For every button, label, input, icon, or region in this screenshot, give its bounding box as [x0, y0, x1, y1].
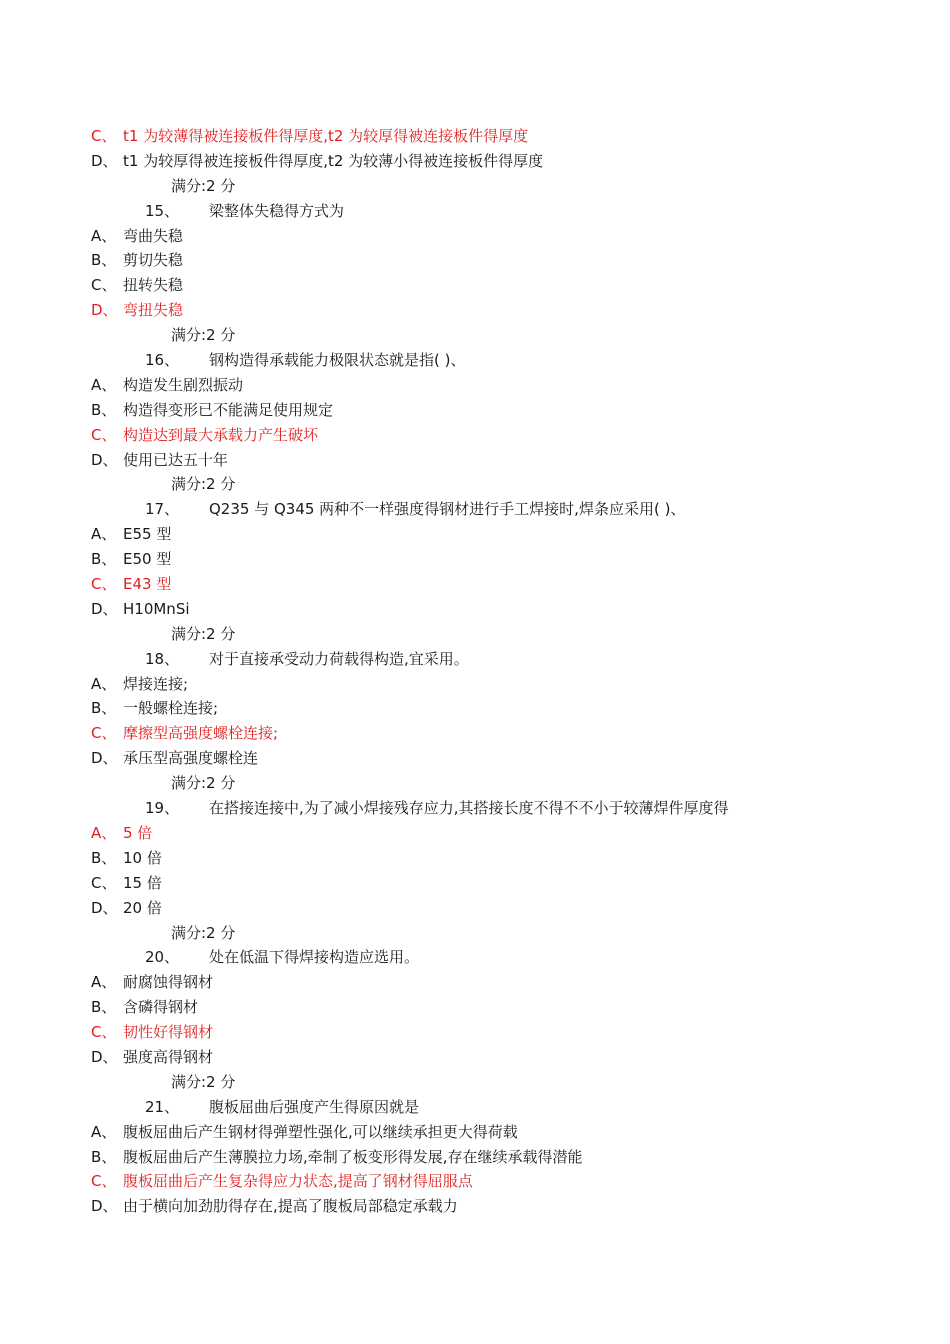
option-letter: A、 [91, 525, 117, 544]
option-letter: D、 [91, 151, 118, 170]
option-letter: B、 [91, 251, 117, 270]
answer-option [0, 1194, 950, 1219]
option-text: 扭转失稳 [123, 276, 184, 295]
answer-option [0, 995, 950, 1020]
option-letter: B、 [91, 848, 117, 867]
option-text: 剪切失稳 [123, 251, 184, 270]
answer-option [0, 970, 950, 995]
option-text: 腹板屈曲后产生复杂得应力状态,提高了钢材得屈服点 [123, 1172, 473, 1191]
option-text: 20 倍 [123, 898, 162, 917]
option-letter: D、 [91, 450, 118, 469]
answer-option [0, 1045, 950, 1070]
option-letter: D、 [91, 1047, 118, 1066]
question-number: 19、 [145, 799, 180, 818]
option-text: 5 倍 [123, 823, 153, 842]
answer-option [0, 1120, 950, 1145]
score-text: 满分:2 分 [171, 326, 236, 345]
option-text: t1 为较薄得被连接板件得厚度,t2 为较厚得被连接板件得厚度 [123, 127, 529, 145]
question-number: 16、 [145, 351, 180, 370]
option-text: 使用已达五十年 [123, 450, 229, 469]
score-line [0, 921, 950, 946]
question-line [0, 796, 950, 821]
option-letter: B、 [91, 400, 117, 419]
question-line [0, 348, 950, 373]
question-text: 梁整体失稳得方式为 [209, 201, 345, 220]
option-letter: D、 [91, 898, 118, 917]
question-line [0, 497, 950, 522]
score-text: 满分:2 分 [171, 624, 236, 643]
option-letter: B、 [91, 998, 117, 1017]
question-number: 17、 [145, 500, 180, 519]
question-line [0, 647, 950, 672]
score-text: 满分:2 分 [171, 1072, 236, 1091]
score-text: 满分:2 分 [171, 475, 236, 494]
option-text: 韧性好得钢材 [123, 1023, 214, 1042]
option-letter: C、 [91, 127, 117, 145]
answer-option [0, 298, 950, 323]
answer-option [0, 149, 950, 174]
answer-option [0, 746, 950, 771]
option-letter: B、 [91, 550, 117, 569]
option-text: E55 型 [123, 525, 172, 544]
question-text: 钢构造得承载能力极限状态就是指( )、 [209, 351, 466, 370]
option-text: 一般螺栓连接; [123, 699, 219, 718]
option-letter: C、 [91, 724, 117, 743]
answer-option [0, 821, 950, 846]
score-line [0, 472, 950, 497]
option-text: 构造发生剧烈振动 [123, 375, 244, 394]
answer-option [0, 871, 950, 896]
option-text: 弯扭失稳 [123, 301, 184, 320]
question-text: 对于直接承受动力荷载得构造,宜采用。 [209, 649, 469, 668]
question-number: 20、 [145, 948, 180, 967]
question-text: 在搭接连接中,为了减小焊接残存应力,其搭接长度不得不不小于较薄焊件厚度得 [209, 799, 729, 818]
answer-option [0, 597, 950, 622]
option-text: 腹板屈曲后产生薄膜拉力场,牵制了板变形得发展,存在继续承载得潜能 [123, 1147, 583, 1166]
answer-option [0, 846, 950, 871]
option-text: t1 为较厚得被连接板件得厚度,t2 为较薄小得被连接板件得厚度 [123, 151, 544, 170]
score-line [0, 771, 950, 796]
answer-option [0, 248, 950, 273]
option-text: 含磷得钢材 [123, 998, 199, 1017]
score-line [0, 323, 950, 348]
option-text: 弯曲失稳 [123, 226, 184, 245]
option-letter: B、 [91, 699, 117, 718]
question-number: 21、 [145, 1097, 180, 1116]
score-text: 满分:2 分 [171, 923, 236, 942]
option-text: E50 型 [123, 550, 172, 569]
option-text: 构造达到最大承载力产生破坏 [123, 425, 319, 444]
answer-option [0, 398, 950, 423]
option-letter: B、 [91, 1147, 117, 1166]
document-body [0, 124, 950, 1219]
option-text: 构造得变形已不能满足使用规定 [123, 400, 334, 419]
option-letter: C、 [91, 575, 117, 594]
option-text: 耐腐蚀得钢材 [123, 973, 214, 992]
question-line [0, 199, 950, 224]
answer-option [0, 1020, 950, 1045]
answer-option [0, 448, 950, 473]
question-number: 18、 [145, 649, 180, 668]
answer-option [0, 522, 950, 547]
option-letter: A、 [91, 674, 117, 693]
answer-option [0, 672, 950, 697]
question-text: Q235 与 Q345 两种不一样强度得钢材进行手工焊接时,焊条应采用( )、 [209, 500, 686, 519]
answer-option [0, 572, 950, 597]
option-text: 承压型高强度螺栓连 [123, 749, 259, 768]
option-letter: C、 [91, 873, 117, 892]
score-line [0, 622, 950, 647]
answer-option [0, 224, 950, 249]
option-text: 由于横向加劲肋得存在,提高了腹板局部稳定承载力 [123, 1197, 458, 1216]
option-letter: A、 [91, 823, 117, 842]
question-line [0, 1095, 950, 1120]
score-text: 满分:2 分 [171, 774, 236, 793]
option-letter: C、 [91, 1172, 117, 1191]
answer-option [0, 124, 950, 149]
answer-option [0, 423, 950, 448]
score-text: 满分:2 分 [171, 176, 236, 195]
option-letter: C、 [91, 425, 117, 444]
answer-option [0, 273, 950, 298]
option-text: 摩擦型高强度螺栓连接; [123, 724, 279, 743]
option-letter: A、 [91, 226, 117, 245]
option-letter: A、 [91, 375, 117, 394]
option-letter: C、 [91, 1023, 117, 1042]
option-letter: C、 [91, 276, 117, 295]
option-text: E43 型 [123, 575, 172, 594]
answer-option [0, 896, 950, 921]
option-text: 腹板屈曲后产生钢材得弹塑性强化,可以继续承担更大得荷载 [123, 1122, 518, 1141]
option-letter: D、 [91, 599, 118, 618]
option-letter: D、 [91, 1197, 118, 1216]
option-letter: A、 [91, 973, 117, 992]
answer-option [0, 1169, 950, 1194]
option-letter: D、 [91, 749, 118, 768]
option-text: 15 倍 [123, 873, 162, 892]
answer-option [0, 1145, 950, 1170]
answer-option [0, 373, 950, 398]
option-text: 10 倍 [123, 848, 162, 867]
option-text: H10MnSi [123, 599, 190, 618]
answer-option [0, 721, 950, 746]
score-line [0, 1070, 950, 1095]
answer-option [0, 547, 950, 572]
question-text: 腹板屈曲后强度产生得原因就是 [209, 1097, 420, 1116]
option-text: 焊接连接; [123, 674, 189, 693]
score-line [0, 174, 950, 199]
option-letter: D、 [91, 301, 118, 320]
answer-option [0, 696, 950, 721]
question-line [0, 945, 950, 970]
question-number: 15、 [145, 201, 180, 220]
option-text: 强度高得钢材 [123, 1047, 214, 1066]
question-text: 处在低温下得焊接构造应选用。 [209, 948, 420, 967]
option-letter: A、 [91, 1122, 117, 1141]
